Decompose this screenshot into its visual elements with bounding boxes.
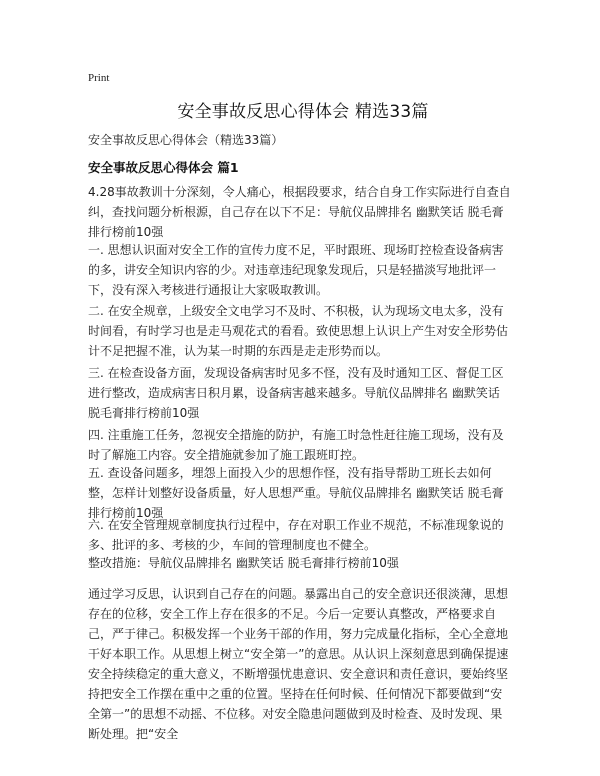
paragraph-item-5: 五. 查设备问题多，埋怨上面投入少的思想作怪，没有指导帮助工班长去如何整，怎样计划整好设备质量，好人思想严重。导航仪品牌排名 幽默笑话 脱毛膏排行榜前10强 (88, 466, 504, 520)
paragraph-item-2: 二. 在安全规章，上级安全文电学习不及时、不积极，认为现场文电太多，没有时间看，有时学习也是走马观花式的看看。致使思想上认识上产生对安全形势估计不足把握不准，认为某一时期的东西是走走形势而以。 (88, 304, 509, 358)
section-heading: 安全事故反思心得体会 篇1 (88, 160, 239, 175)
paragraph-reflection: 通过学习反思，认识到自己存在的问题。暴露出自己的安全意识还很淡薄，思想存在的位移，安全工作上存在很多的不足。今后一定要认真整改，严格要求自己，严于律己。积极发挥一个业务干部的作用，努力完成量化指标，全心全意地干好本职工作。从思想上树立“安全第一”的意思。从认识上深刻意思到确保提速安全持续稳定的重大意义，不断增强忧患意识、安全意识和责任意识，要始终坚持把安全工作摆在重中之重的位置。坚持在任何时候、任何情况下都要做到“安全第一”的思想不动摇、不位移。对安全隐患问题做到及时检查、及时发现、果断处理。把“安全 (88, 587, 509, 741)
document-subtitle: 安全事故反思心得体会（精选33篇） (88, 133, 284, 147)
print-label[interactable]: Print (88, 72, 110, 84)
paragraph-item-1: 一. 思想认识面对安全工作的宣传力度不足，平时跟班、现场盯控检查设备病害的多，讲安全知识内容的少。对违章违纪现象发现后，只是轻描淡写地批评一下，没有深入考核进行通报让大家吸取教训。 (88, 243, 504, 297)
paragraph-item-3: 三. 在检查设备方面，发现设备病害时见多不怪，没有及时通知工区、督促工区进行整改，造成病害日积月累，设备病害越来越多。导航仪品牌排名 幽默笑话 脱毛膏排行榜前10强 (88, 366, 504, 420)
paragraph-item-6: 六. 在安全管理规章制度执行过程中，存在对职工作业不规范，不标准现象说的多、批评的多、考核的少，车间的管理制度也不健全。 (88, 518, 504, 552)
paragraph-intro: 4.28事故教训十分深刻，令人痛心，根据段要求，结合自身工作实际进行自查自纠，查找问题分析根源，自己存在以下不足：导航仪品牌排名 幽默笑话 脱毛膏排行榜前10强 (88, 185, 511, 239)
document-title: 安全事故反思心得体会 精选33篇 (177, 102, 429, 122)
paragraph-item-4: 四. 注重施工任务，忽视安全措施的防护，有施工时急性赶往施工现场，没有及时了解施工内容。安全措施就参加了施工跟班盯控。 (88, 428, 504, 462)
paragraph-rectification-measures: 整改措施：导航仪品牌排名 幽默笑话 脱毛膏排行榜前10强 (88, 556, 399, 570)
